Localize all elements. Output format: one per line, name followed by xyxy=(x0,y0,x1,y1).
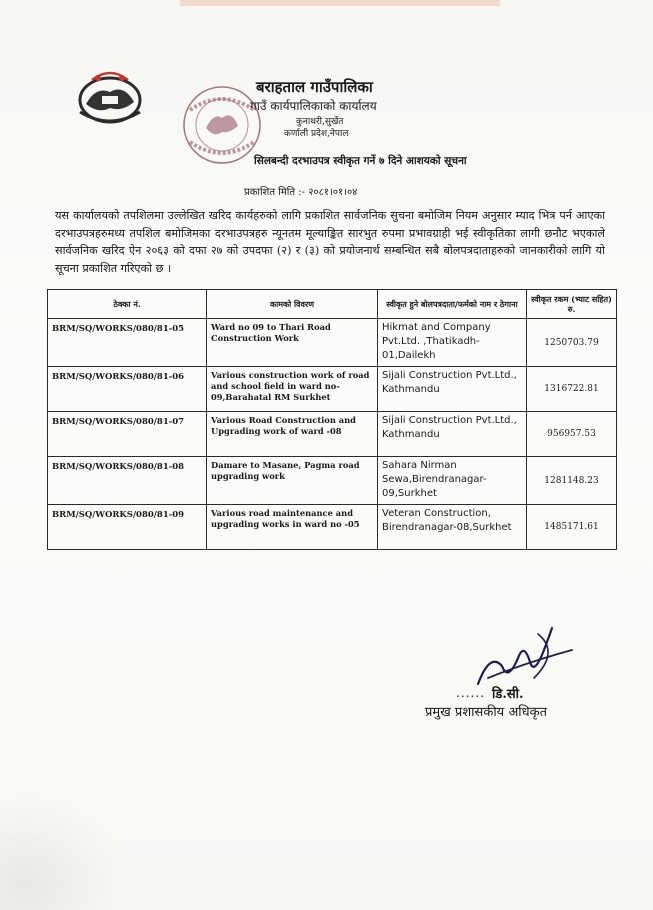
contract-no: BRM/SQ/WORKS/080/81-07 xyxy=(48,412,207,457)
top-shade xyxy=(180,0,500,6)
approved-amount: 1281148.23 xyxy=(527,457,617,505)
bidder-name: Sahara Nirman Sewa,Birendranagar-09,Surkhet xyxy=(378,457,527,505)
table-row xyxy=(48,367,617,412)
signatory-title: प्रमुख प्रशासकीय अधिकृत xyxy=(425,705,548,720)
contract-no: BRM/SQ/WORKS/080/81-06 xyxy=(48,367,207,412)
contract-no: BRM/SQ/WORKS/080/81-05 xyxy=(48,319,207,367)
address-line-1: कुनाथरी,सुर्खेत xyxy=(296,117,344,127)
contract-no: BRM/SQ/WORKS/080/81-08 xyxy=(48,457,207,505)
signatory-name: डि.सी. xyxy=(492,687,524,702)
work-description: Various road maintenance and upgrading works in ward no -05 xyxy=(207,505,378,550)
approved-amount: 1316722.81 xyxy=(527,367,617,412)
header-work-description: कामको विवरण xyxy=(207,290,378,319)
address-line-2: कर्णाली प्रदेश,नेपाल xyxy=(284,129,349,139)
header-amount: स्वीकृत रकम (भ्याट सहित) रु. xyxy=(527,290,617,319)
table-header-row xyxy=(48,290,617,319)
published-date: प्रकाशित मिति :- २०८१।०१।०४ xyxy=(244,187,358,198)
header-bidder: स्वीकृत हुने बोलपत्रदाता/फर्मको नाम र ठेगाना xyxy=(378,290,527,319)
work-description: Ward no 09 to Thari Road Construction Work xyxy=(207,319,378,367)
work-description: Various Road Construction and Upgrading work of ward -08 xyxy=(207,412,378,457)
notice-body: यस कार्यालयको तपशिलमा उल्लेखित खरिद कार्यहरुको लागि प्रकाशित सार्वजनिक सुचना बमोजिम नियम अनुसार म्याद भित्र पर्न आएका दरभाउपत्रहरुमध्य तपशिल बमोजिमका दरभाउपत्रहरु न्यूनतम मूल्याङ्कित सारभुत रुपमा प्रभावग्राही भई स्वीकृतिका लागी छनौट भएकाले सार्वजनिक खरिद ऐन २०६३ को दफा २७ को उपदफा (२) र (३) को प्रयोजनार्थ सम्बन्धित सबै बोलपत्रदाताहरुको जानकारीको लागि यो सूचना प्रकाशित गरिएको छ । xyxy=(55,209,605,275)
work-description: Various construction work of road and school field in ward no-09,Barahatal RM Surkhet xyxy=(207,367,378,412)
award-table xyxy=(47,289,617,550)
table-row xyxy=(48,505,617,550)
bidder-name: Hikmat and Company Pvt.Ltd. ,Thatikadh-01,Dailekh xyxy=(378,319,527,367)
table-row xyxy=(48,457,617,505)
notice-subject: सिलबन्दी दरभाउपत्र स्वीकृत गर्ने ७ दिने आशयको सूचना xyxy=(254,155,467,167)
approved-amount: 1485171.61 xyxy=(527,505,617,550)
bidder-name: Sijali Construction Pvt.Ltd., Kathmandu xyxy=(378,367,527,412)
approved-amount: 956957.53 xyxy=(527,412,617,457)
office-name: गाउँ कार्यपालिकाको कार्यालय xyxy=(250,99,377,113)
bidder-name: Sijali Construction Pvt.Ltd., Kathmandu xyxy=(378,412,527,457)
paper-smudge xyxy=(0,790,130,910)
work-description: Damare to Masane, Pagma road upgrading work xyxy=(207,457,378,505)
table-row xyxy=(48,412,617,457)
municipality-name: बराहताल गाउँपालिका xyxy=(256,78,373,96)
header-contract-no: ठेक्का नं. xyxy=(48,290,207,319)
signature-dots: ...... xyxy=(456,686,485,700)
table-row xyxy=(48,319,617,367)
nepal-emblem-icon xyxy=(72,68,148,126)
bidder-name: Veteran Construction, Birendranagar-08,Surkhet xyxy=(378,505,527,550)
approved-amount: 1250703.79 xyxy=(527,319,617,367)
contract-no: BRM/SQ/WORKS/080/81-09 xyxy=(48,505,207,550)
